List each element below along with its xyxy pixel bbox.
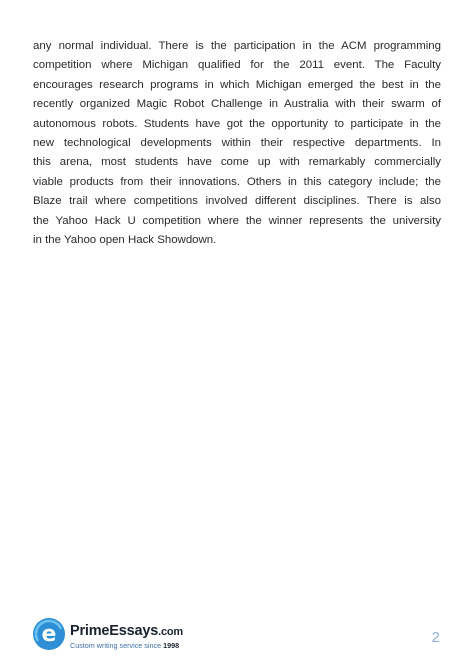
brand-name bbox=[70, 623, 183, 639]
paragraph-line: any normal individual. There is the participation in the ACM programming bbox=[33, 40, 441, 52]
paragraph-line: Blaze trail where competitions involved different disciplines. There is also bbox=[33, 195, 441, 208]
paragraph-line: recently organized Magic Robot Challenge in Australia with their swarm of bbox=[33, 98, 441, 111]
page-number: 2 bbox=[431, 629, 440, 646]
paragraph-line: the Yahoo Hack U competition where the winner represents the university bbox=[33, 214, 441, 227]
paragraph-line: new technological developments within their respective departments. In bbox=[33, 137, 441, 150]
paragraph-line: in the Yahoo open Hack Showdown. bbox=[33, 234, 217, 247]
primeessays-logo bbox=[32, 617, 212, 657]
tagline-text: Custom writing service since bbox=[70, 641, 164, 650]
paragraph-line: viable products from their innovations. Others in this category include; the bbox=[33, 175, 441, 188]
tagline-year: 1998 bbox=[163, 641, 180, 650]
e-logo-icon bbox=[32, 617, 66, 651]
paragraph-line: competition where Michigan qualified for the 2011 event. The Faculty bbox=[33, 59, 441, 72]
paragraph-line: encourages research programs in which Michigan emerged the best in the bbox=[33, 78, 441, 91]
brand-tagline bbox=[70, 641, 179, 650]
logo-letter: e bbox=[41, 622, 57, 647]
body-paragraph bbox=[33, 37, 441, 250]
brand-suffix: .com bbox=[158, 626, 183, 638]
paragraph-line: this arena, most students have come up with remarkably commercially bbox=[33, 156, 441, 169]
paragraph-line: autonomous robots. Students have got the opportunity to participate in the bbox=[33, 117, 441, 130]
brand-name-main: PrimeEssays bbox=[70, 623, 159, 639]
